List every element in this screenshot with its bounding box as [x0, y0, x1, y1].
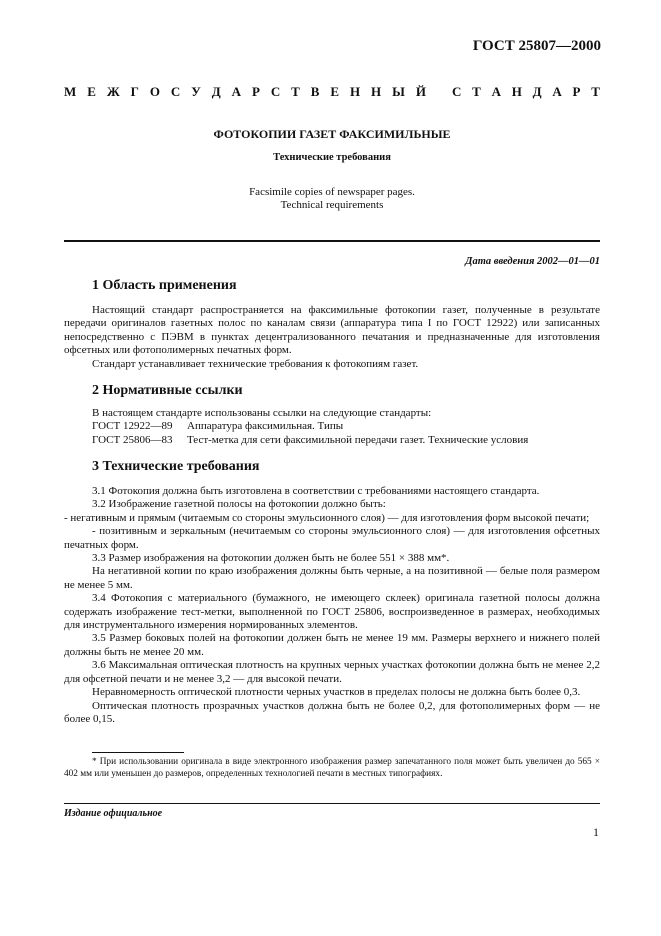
letter: Р	[572, 84, 581, 99]
letter: Е	[87, 84, 96, 99]
letter: А	[491, 84, 501, 99]
section-1-heading: 1 Область применения	[92, 278, 237, 293]
section-3-paragraph: 3.6 Максимальная оптическая плотность на крупных черных участках фотокопии должна быть не менее 2,2 для офсетной печати и не менее 3,2 — для высокой печати.	[64, 659, 600, 685]
section-3-paragraph: 3.2 Изображение газетной полосы на фотокопии должно быть:	[92, 498, 386, 511]
section-3-paragraph: На негативной копии по краю изображения должны быть черные, а на позитивной — белые поля размером не менее 5 мм.	[64, 565, 600, 591]
letter: Й	[415, 84, 426, 99]
section-3-paragraph: 3.1 Фотокопия должна быть изготовлена в соответствии с требованиями настоящего стандарта.	[92, 485, 540, 497]
reference-item	[64, 420, 600, 433]
letter: Т	[591, 84, 600, 99]
section-3-paragraph: 3.5 Размер боковых полей на фотокопии должен быть не менее 19 мм. Размеры верхнего и нижнего полей должны быть не менее 20 мм.	[64, 632, 600, 658]
letter: С	[270, 84, 281, 99]
letter: С	[170, 84, 181, 99]
letter: С	[452, 84, 462, 99]
section-3-paragraph: Неравномерность оптической плотности черных участков в пределах полосы не должна быть более 0,3.	[92, 686, 581, 699]
section-3-paragraph: - негативным и прямым (читаемым со стороны эмульсионного слоя) — для изготовления форм высокой печати;	[64, 511, 590, 524]
reference-item	[64, 434, 600, 447]
footnote-text: * При использовании оригинала в виде электронного изображения размер запечатанного поля может быть увеличен до 565 × 402 мм или уменьшен до размеров, определенных технологией печати в местных типографиях.	[64, 757, 600, 779]
section-1-body	[64, 304, 600, 371]
letter: Д	[532, 84, 542, 99]
letter: В	[310, 84, 320, 99]
reference-code: ГОСТ 25806—83	[92, 433, 173, 446]
letter: Е	[330, 84, 340, 99]
section-1-paragraph: Настоящий стандарт распространяется на факсимильные фотокопии газет, полученные в результате передачи оригиналов газетных полос по каналам связи (аппаратура типа I по ГОСТ 12922) или записанных непосредственно с ПЭВМ в пунктах децентрализованного печатания и предназначенные для изготовления офсетных или фотополимерных печатных форм.	[64, 304, 600, 357]
section-3-paragraph: 3.3 Размер изображения на фотокопии должен быть не более 551 × 388 мм*.	[92, 552, 450, 565]
section-1-paragraph: Стандарт устанавливает технические требования к фотокопиям газет.	[92, 357, 419, 370]
section-2-heading: 2 Нормативные ссылки	[92, 383, 243, 398]
letter: Д	[211, 84, 221, 99]
section-3-heading: 3 Технические требования	[92, 459, 260, 474]
section-2-body	[64, 407, 600, 447]
letter: Ы	[392, 84, 405, 99]
page-number: 1	[593, 825, 599, 839]
letter: О	[149, 84, 160, 99]
footnote	[64, 756, 600, 780]
footer-divider	[64, 803, 600, 804]
letter: Н	[349, 84, 361, 99]
document-title: ФОТОКОПИИ ГАЗЕТ ФАКСИМИЛЬНЫЕ	[213, 127, 451, 141]
english-title	[64, 186, 600, 212]
standard-type-line	[64, 84, 600, 100]
letter: Г	[130, 84, 139, 99]
letter: У	[191, 84, 201, 99]
section-2-intro: В настоящем стандарте использованы ссылки на следующие стандарты:	[92, 407, 432, 419]
footnote-divider	[92, 752, 184, 753]
letter: Т	[472, 84, 481, 99]
header-divider	[64, 240, 600, 242]
section-3-paragraph: - позитивным и зеркальным (нечитаемым со стороны эмульсионного слоя) — для изготовления офсетных печатных форм.	[64, 525, 600, 551]
gost-number: ГОСТ 25807—2000	[472, 38, 601, 54]
letter: Н	[511, 84, 522, 99]
letter: Н	[371, 84, 382, 99]
reference-title: Аппаратура факсимильная. Типы	[187, 420, 344, 433]
english-title-line-2: Technical requirements	[280, 199, 384, 211]
introduction-date: Дата введения 2002—01—01	[465, 256, 600, 267]
reference-title: Тест-метка для сети факсимильной передачи газет. Технические условия	[187, 433, 529, 446]
section-3-paragraph: Оптическая плотность прозрачных участков должна быть не более 0,2, для фотополимерных форм — не более 0,15.	[64, 699, 600, 725]
letter: А	[231, 84, 241, 99]
letter: Р	[251, 84, 260, 99]
letter: Т	[291, 84, 300, 99]
standard-word	[452, 84, 600, 100]
section-3-body	[64, 485, 600, 726]
letter: М	[64, 84, 77, 99]
official-edition-label: Издание официальное	[64, 808, 163, 819]
interstate-word	[64, 84, 426, 100]
reference-code: ГОСТ 12922—89	[92, 420, 173, 433]
letter: Ж	[106, 84, 120, 99]
document-subtitle: Технические требования	[273, 152, 391, 163]
section-3-paragraph: 3.4 Фотокопия с материального (бумажного, не имеющего склеек) оригинала газетной полосы должна содержать изображение тест-метки, выполненной по ГОСТ 25806, воспроизведенное в размерах, необходимых для инструментального измерения нормированных элементов.	[64, 592, 600, 632]
letter: А	[552, 84, 562, 99]
english-title-line-1: Facsimile copies of newspaper pages.	[249, 186, 415, 198]
